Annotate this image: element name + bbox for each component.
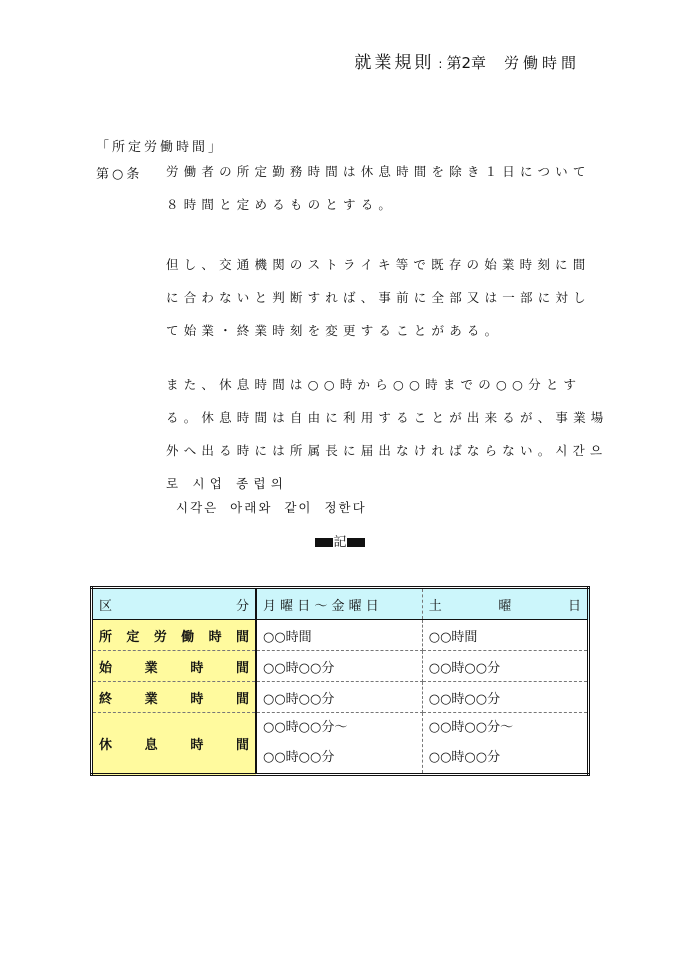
- label-char: 時: [208, 629, 222, 645]
- table-row: [92, 682, 589, 713]
- label-char: 間: [235, 737, 249, 753]
- document-header: [354, 48, 580, 73]
- break-end: ○○時○○分: [428, 750, 501, 765]
- paragraph-line: る。休息時間は自由に利用することが出来るが、事業場: [166, 410, 609, 425]
- korean-line: 시각은 아래와 같이 정한다: [176, 500, 367, 515]
- ki-dash-right: [347, 538, 365, 547]
- label-char: 働: [181, 629, 195, 645]
- label-char: 所: [99, 629, 113, 645]
- table-row: [92, 651, 589, 682]
- paragraph-line: 外へ出る時には所属長に届出なければならない。시간으: [166, 443, 608, 458]
- row-label: [92, 682, 257, 713]
- break-end: ○○時○○分: [263, 750, 335, 765]
- saturday-value: ○○時間: [422, 620, 588, 651]
- row-label: [92, 651, 257, 682]
- label-char: 定: [126, 629, 140, 645]
- label-char: 終: [99, 691, 113, 707]
- break-start: ○○時○○分〜: [263, 720, 348, 735]
- paragraph-line: て始業・終業時刻を変更することがある。: [166, 323, 503, 338]
- label-char: 始: [99, 660, 113, 676]
- header-text: 分: [235, 598, 249, 614]
- section-subheading: 「所定労働時間」: [96, 140, 225, 155]
- ki-dash-left: [315, 538, 333, 547]
- weekday-value: ○○時○○分: [256, 651, 422, 682]
- chapter-number: 第2章: [446, 54, 486, 72]
- saturday-value: [422, 713, 588, 775]
- header-category: [92, 588, 257, 620]
- break-start: ○○時○○分〜: [428, 720, 514, 735]
- paragraph-1: [166, 163, 591, 229]
- header-text: 日: [567, 598, 581, 614]
- table-row: [92, 713, 589, 775]
- saturday-value: ○○時○○分: [422, 682, 588, 713]
- rule-title: 就業規則: [354, 53, 435, 73]
- label-char: 労: [153, 629, 167, 645]
- paragraph-2: [166, 256, 591, 355]
- paragraph-line: 労働者の所定勤務時間は休息時間を除き１日について: [166, 164, 591, 179]
- saturday-value: ○○時○○分: [422, 651, 588, 682]
- label-char: 時: [190, 691, 204, 707]
- paragraph-line: に合わないと判断すれば、事前に全部又は一部に対し: [166, 290, 591, 305]
- label-char: 間: [235, 629, 249, 645]
- weekday-value: [256, 713, 422, 775]
- working-hours-table: [90, 586, 590, 776]
- article-label: 第○条: [96, 167, 143, 182]
- weekday-value: ○○時○○分: [256, 682, 422, 713]
- ki-text: 記: [333, 535, 347, 550]
- weekday-value: ○○時間: [256, 620, 422, 651]
- header-text: 土: [428, 598, 442, 614]
- paragraph-line: ８時間と定めるものとする。: [166, 197, 397, 212]
- paragraph-line: 但し、交通機関のストライキ等で既存の始業時刻に間: [166, 257, 591, 272]
- table-header-row: [92, 588, 589, 620]
- label-char: 時: [190, 737, 204, 753]
- header-saturday: [422, 588, 588, 620]
- label-char: 息: [144, 737, 158, 753]
- header-text: 区: [99, 598, 113, 614]
- row-label: [92, 620, 257, 651]
- label-char: 休: [99, 737, 113, 753]
- table-row: [92, 620, 589, 651]
- chapter-title: 労働時間: [503, 54, 580, 72]
- paragraph-3: [166, 376, 609, 508]
- header-separator: :: [438, 57, 443, 71]
- ki-marker: [0, 531, 680, 550]
- label-char: 業: [144, 660, 158, 676]
- label-char: 時: [190, 660, 204, 676]
- paragraph-line: 로 시업 종럽의: [166, 476, 288, 491]
- label-char: 間: [235, 660, 249, 676]
- header-weekday: 月 曜 日 〜 金 曜 日: [256, 588, 422, 620]
- row-label: [92, 713, 257, 775]
- label-char: 間: [235, 691, 249, 707]
- header-text: 曜: [498, 598, 512, 614]
- label-char: 業: [144, 691, 158, 707]
- paragraph-line: また、休息時間は○○時から○○時までの○○分とす: [166, 377, 582, 392]
